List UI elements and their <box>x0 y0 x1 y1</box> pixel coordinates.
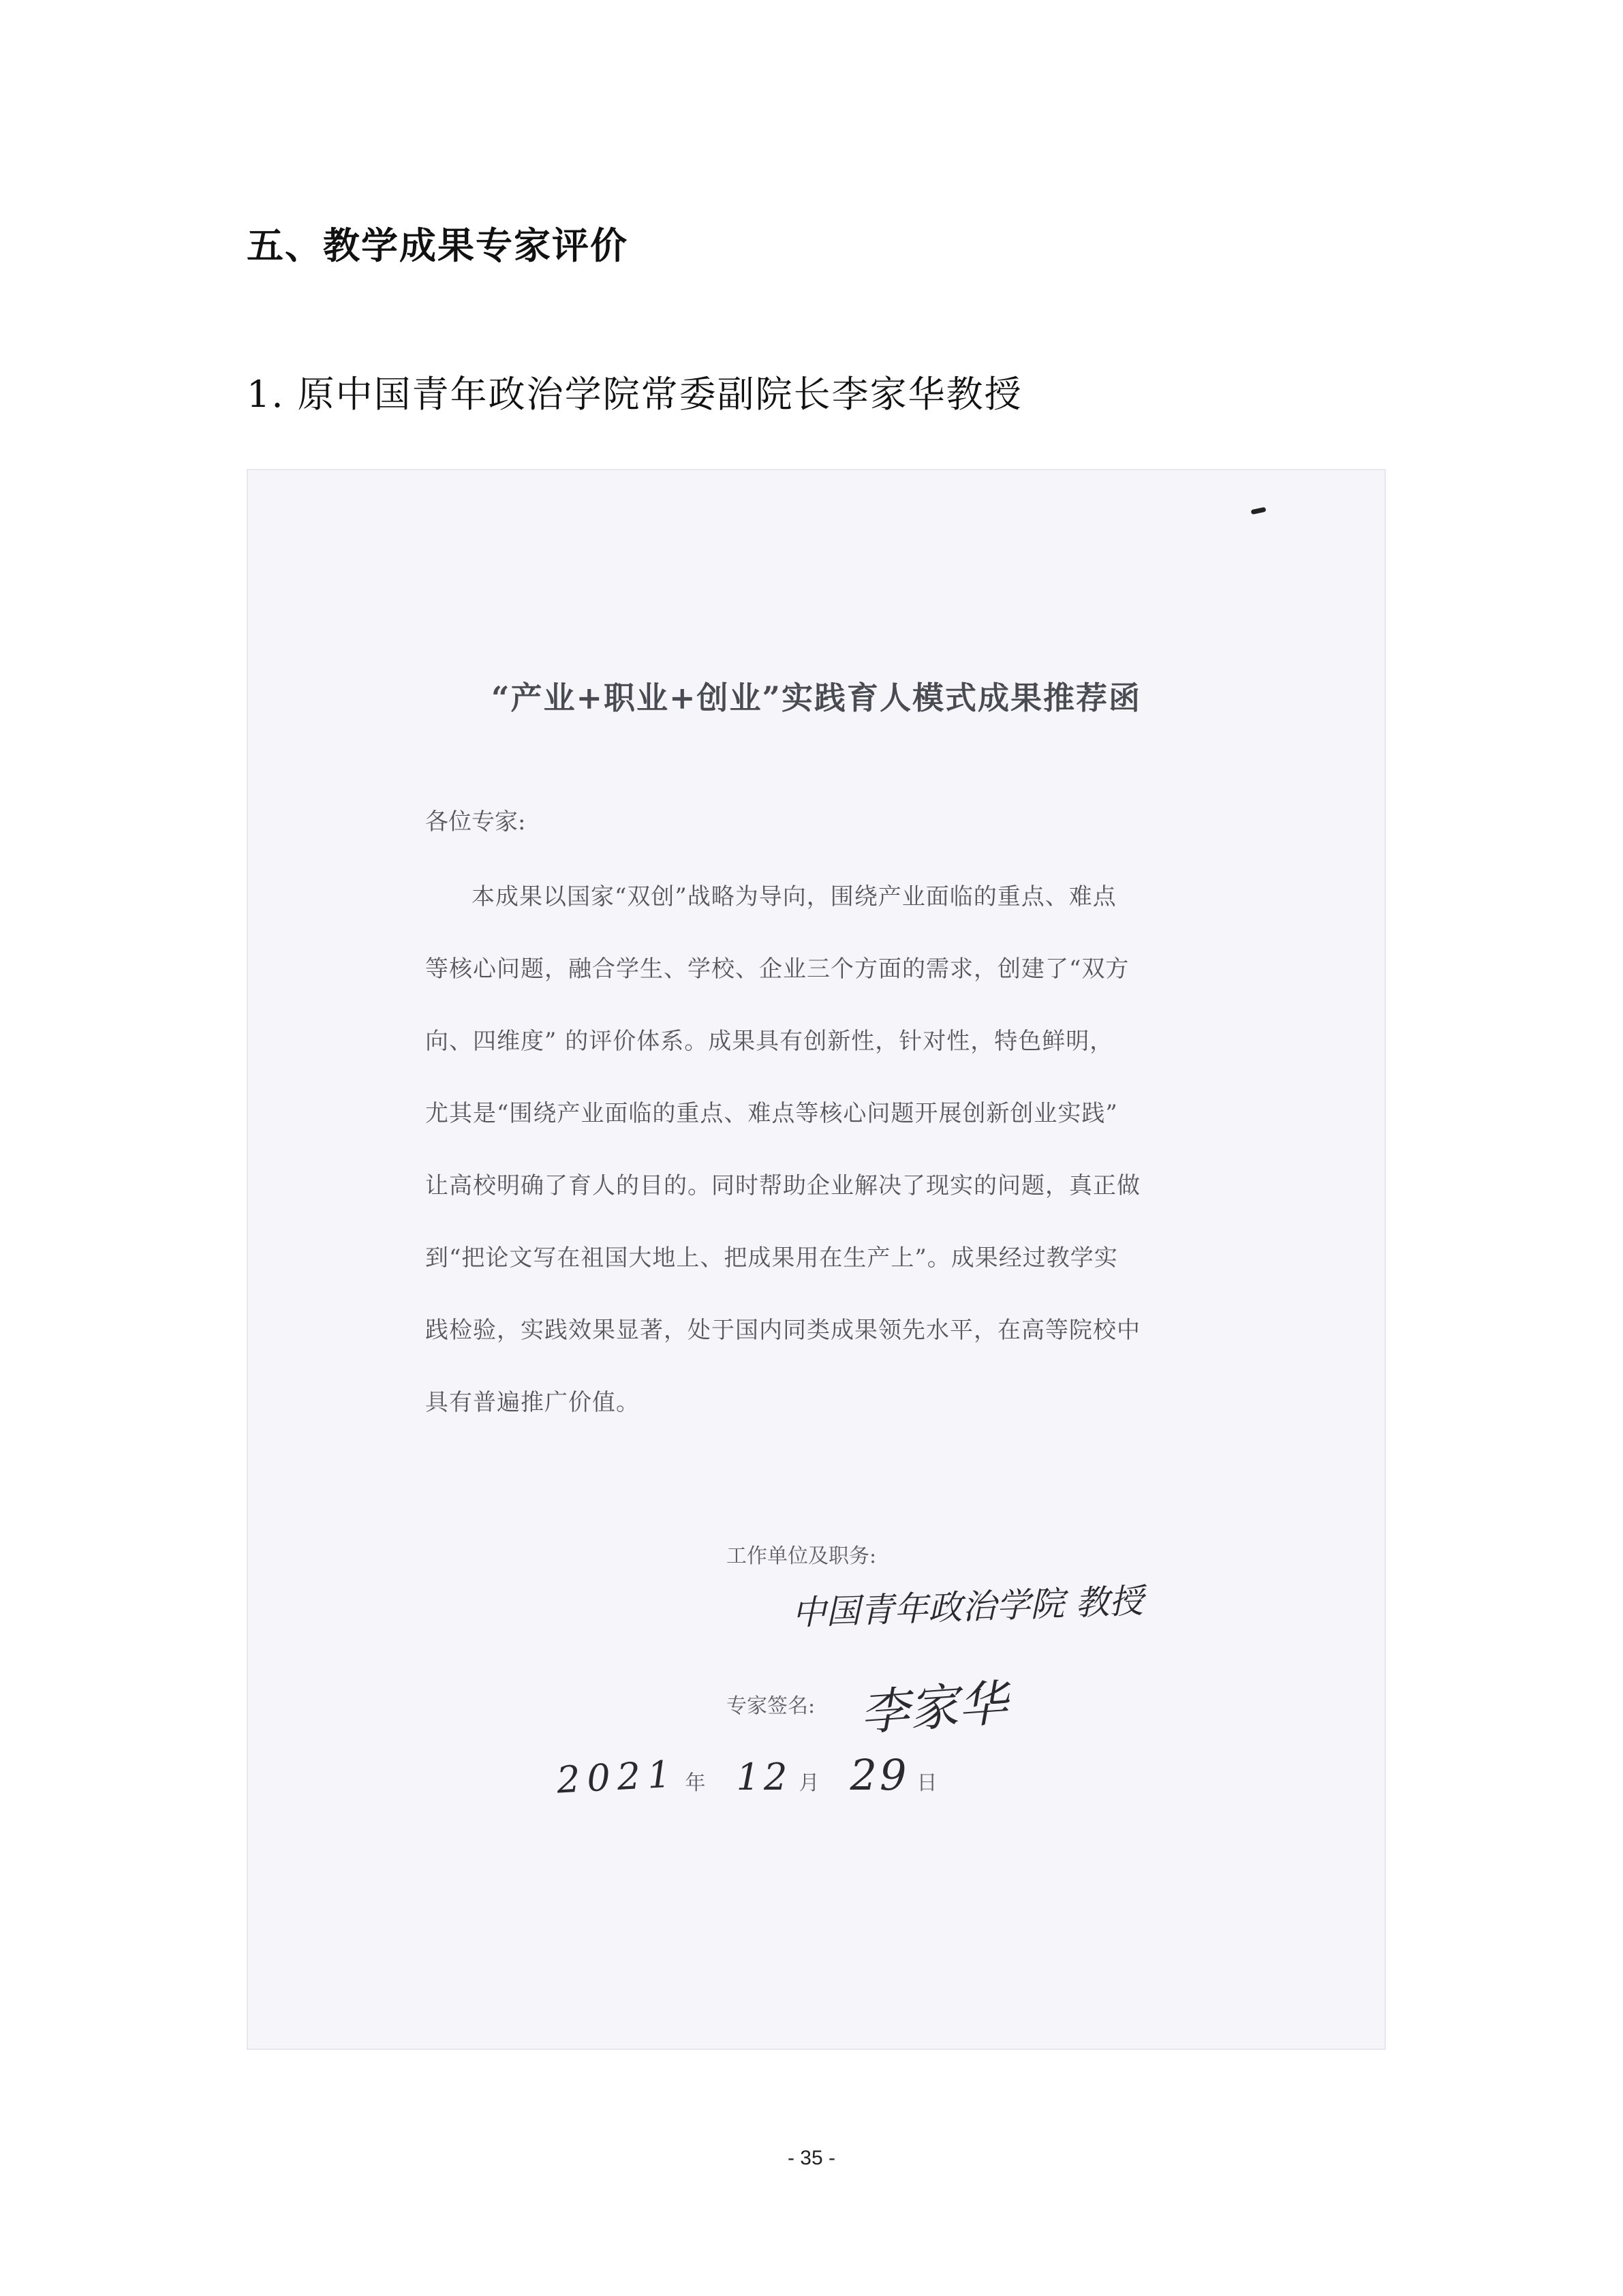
date-day-char: 日 <box>916 1771 938 1795</box>
letter-body-line: 向、四维度” 的评价体系。成果具有创新性，针对性，特色鲜明， <box>425 1028 1114 1055</box>
section-heading: 五、教学成果专家评价 <box>247 224 628 267</box>
letter-body-line: 让高校明确了育人的目的。同时帮助企业解决了现实的问题，真正做 <box>425 1172 1141 1199</box>
signature-date <box>557 1750 938 1800</box>
letter-body-line: 践检验，实践效果显著，处于国内同类成果领先水平，在高等院校中 <box>425 1317 1141 1344</box>
letter-title: “产业+职业+创业”实践育人模式成果推荐函 <box>491 679 1141 716</box>
letter-body-line: 等核心问题，融合学生、学校、企业三个方面的需求，创建了“双方 <box>425 955 1130 983</box>
date-month-char: 月 <box>799 1771 820 1795</box>
date-month: 12 <box>736 1756 792 1798</box>
letter-body-line: 到“把论文写在祖国大地上、把成果用在生产上”。成果经过教学实 <box>425 1244 1118 1272</box>
letter-body-line: 本成果以国家“双创”战略为导向，围绕产业面临的重点、难点 <box>472 883 1117 910</box>
handwritten-unit: 中国青年政治学院 教授 <box>791 1581 1144 1633</box>
sub-heading: 1. 原中国青年政治学院常委副院长李家华教授 <box>247 373 1023 416</box>
letter-salutation: 各位专家: <box>425 808 526 836</box>
signature-label: 专家签名: <box>726 1694 816 1718</box>
date-year-char: 年 <box>685 1771 706 1795</box>
scan-speck <box>1251 507 1267 515</box>
letter-body-line: 具有普遍推广价值。 <box>425 1389 640 1416</box>
date-year: 2021 <box>555 1752 679 1802</box>
date-day: 29 <box>850 1750 910 1800</box>
unit-label: 工作单位及职务: <box>726 1544 877 1568</box>
handwritten-signature: 李家华 <box>858 1674 1010 1742</box>
page-number: - 35 - <box>787 2147 836 2169</box>
scanned-letter <box>247 469 1386 2050</box>
letter-body-line: 尤其是“围绕产业面临的重点、难点等核心问题开展创新创业实践” <box>425 1100 1118 1127</box>
